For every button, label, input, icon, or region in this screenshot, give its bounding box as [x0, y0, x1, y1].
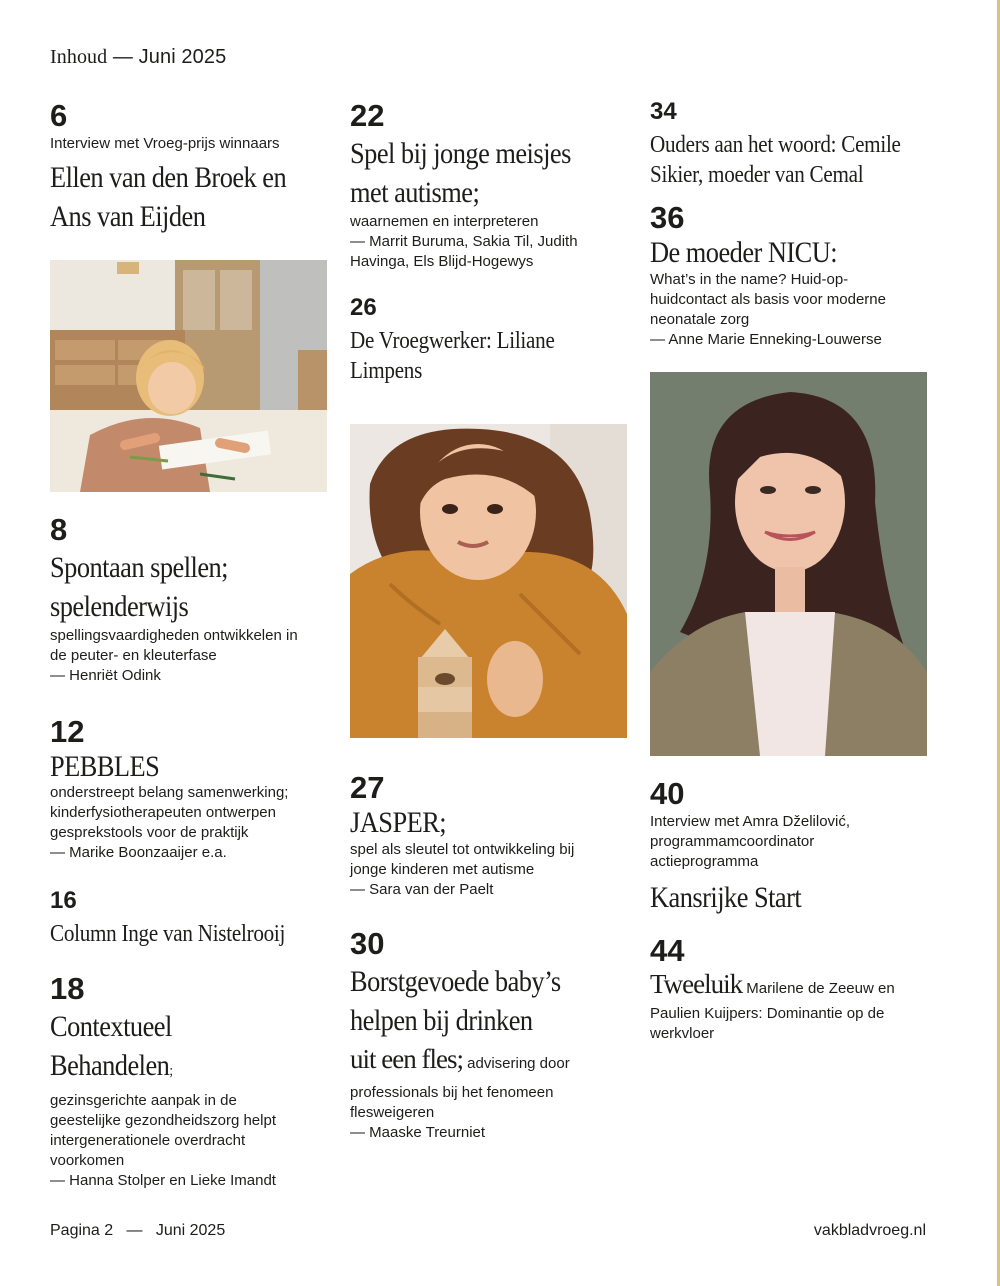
toc-entry-22[interactable] [350, 100, 630, 272]
entry-title: Spel bij jonge meisjes [350, 137, 571, 170]
entry-description: waarnemen en interpreteren [350, 213, 539, 230]
entry-title-suffix: ; [169, 1063, 173, 1079]
entry-title: Kansrijke Start [650, 881, 802, 914]
entry-description: geestelijke gezondheidszorg helpt [50, 1112, 276, 1129]
entry-description: gezinsgerichte aanpak in de [50, 1092, 237, 1109]
entry-title: helpen bij drinken [350, 1004, 533, 1037]
entry-title: Limpens [350, 358, 423, 384]
entry-title: PEBBLES [50, 750, 160, 783]
entry-description: Interview met Amra Dželilović, [650, 813, 851, 830]
toc-entry-8[interactable] [50, 514, 330, 686]
page-number: 18 [50, 971, 85, 1006]
toc-entry-26[interactable] [350, 296, 630, 386]
page-number: 8 [50, 512, 68, 547]
entry-title [650, 969, 930, 1004]
entry-author: Havinga, Els Blijd-Hogewys [350, 253, 534, 270]
entry-author: — Marike Boonzaaijer e.a. [50, 844, 227, 861]
page-number: 34 [650, 98, 677, 125]
entry-title [50, 1046, 296, 1091]
toc-entry-34[interactable] [650, 100, 930, 190]
toc-entry-6[interactable] [50, 100, 330, 236]
entry-description: de peuter- en kleuterfase [50, 647, 217, 664]
toc-entry-36[interactable] [650, 202, 930, 350]
entry-title: met autisme; [350, 176, 480, 209]
entry-title: Contextueel [50, 1010, 172, 1043]
column-right [650, 100, 930, 1044]
page-number: 6 [50, 98, 68, 133]
entry-description: huidcontact als basis voor moderne [650, 291, 886, 308]
page-number: 26 [350, 294, 377, 321]
entry-author: — Marrit Buruma, Sakia Til, Judith [350, 233, 578, 250]
entry-description: Paulien Kuijpers: Dominantie op de [650, 1005, 885, 1022]
entry-description: werkvloer [650, 1025, 715, 1042]
page-number: 22 [350, 98, 385, 133]
entry-title: Ouders aan het woord: Cemile [650, 132, 901, 158]
page-number: 36 [650, 200, 685, 235]
footer-page-info: Pagina 2 — Juni 2025 [50, 1222, 226, 1239]
kicker: Interview met Vroeg-prijs winnaars [50, 135, 280, 152]
entry-title: Borstgevoede baby’s [350, 965, 561, 998]
entry-title [350, 1040, 630, 1083]
toc-entry-44[interactable] [650, 935, 930, 1044]
entry-title-text: Behandelen [50, 1049, 170, 1082]
entry-author: — Maaske Treurniet [350, 1124, 486, 1141]
entry-description: flesweigeren [350, 1104, 435, 1121]
entry-description: spel als sleutel tot ontwikkeling bij [350, 841, 575, 858]
girl-blocks-photo [350, 424, 627, 738]
entry-description: advisering door [462, 1055, 570, 1072]
entry-description: What’s in the name? Huid-op- [650, 271, 849, 288]
page-number: 44 [650, 933, 685, 968]
entry-description: Marilene de Zeeuw en [742, 980, 895, 997]
entry-description: spellingsvaardigheden ontwikkelen in [50, 627, 298, 644]
entry-title-text: uit een fles; [350, 1044, 463, 1074]
entry-title-text: Tweeluik [650, 969, 743, 999]
column-middle [350, 100, 630, 1143]
entry-description: onderstreept belang samenwerking; [50, 784, 289, 801]
toc-entry-40[interactable] [650, 778, 930, 917]
entry-description: professionals bij het fenomeen [350, 1084, 554, 1101]
toc-entry-27[interactable] [350, 772, 630, 900]
entry-title: spelenderwijs [50, 590, 189, 623]
toc-entry-12[interactable] [50, 716, 330, 863]
entry-title: De Vroegwerker: Liliane [350, 328, 555, 354]
page-number: 12 [50, 714, 85, 749]
entry-title: Spontaan spellen; [50, 551, 228, 584]
toc-entry-16[interactable] [50, 889, 330, 949]
entry-description: gesprekstools voor de praktijk [50, 824, 249, 841]
entry-author: — Henriët Odink [50, 667, 161, 684]
header-date: — Juni 2025 [107, 46, 227, 68]
footer-website-link[interactable]: vakbladvroeg.nl [813, 1222, 926, 1239]
boy-drawing-photo [50, 260, 327, 492]
page-number: 40 [650, 776, 685, 811]
entry-title: Ellen van den Broek en [50, 161, 287, 194]
header-word: Inhoud [50, 46, 108, 68]
entry-description: voorkomen [50, 1152, 125, 1169]
entry-title: Sikier, moeder van Cemal [650, 162, 864, 188]
entry-description: jonge kinderen met autisme [350, 861, 535, 878]
entry-author: — Hanna Stolper en Lieke Imandt [50, 1172, 276, 1189]
entry-title: JASPER; [350, 806, 447, 839]
page-number: 16 [50, 887, 77, 914]
woman-portrait-photo [650, 372, 927, 756]
entry-description: programmamcoordinator [650, 833, 815, 850]
page-number: 27 [350, 770, 385, 805]
entry-description: actieprogramma [650, 853, 759, 870]
entry-author: — Sara van der Paelt [350, 881, 494, 898]
entry-title: De moeder NICU: [650, 236, 838, 269]
entry-description: neonatale zorg [650, 311, 750, 328]
page-number: 30 [350, 926, 385, 961]
entry-title: Ans van Eijden [50, 200, 206, 233]
column-left [50, 100, 330, 1191]
page-header [50, 46, 226, 69]
entry-title: Column Inge van Nistelrooij [50, 921, 286, 947]
entry-author: — Anne Marie Enneking-Louwerse [650, 331, 882, 348]
toc-entry-30[interactable] [350, 928, 630, 1143]
toc-entry-18[interactable] [50, 973, 330, 1191]
entry-description: intergenerationele overdracht [50, 1132, 246, 1149]
entry-description: kinderfysiotherapeuten ontwerpen [50, 804, 276, 821]
